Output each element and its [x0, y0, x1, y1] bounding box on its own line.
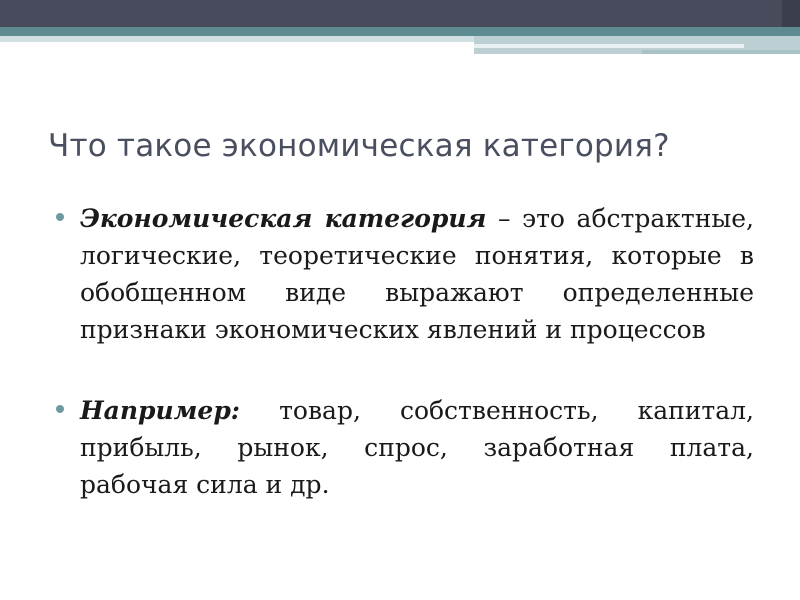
header-band-light-stripe — [474, 44, 744, 48]
bullet-text: – это абстрактные, логические, теоретические понятия, которые в обобщенном виде выражают определенные признаки экономических явлений и процессов — [80, 204, 754, 344]
slide-title: Что такое экономическая категория? — [48, 128, 670, 164]
round-bullet-icon — [56, 213, 64, 221]
round-bullet-icon — [56, 405, 64, 413]
slide-content — [56, 200, 754, 503]
bullet-item-examples — [56, 392, 754, 503]
header-band-teal — [0, 27, 800, 36]
header-band-dark — [0, 0, 800, 27]
bullet-term: Экономическая категория — [80, 204, 487, 233]
bullet-item-definition — [56, 200, 754, 348]
header-band-light-stripe-2 — [642, 50, 800, 54]
header-band-dark-accent — [782, 0, 800, 27]
bullet-term: Например: — [80, 396, 241, 425]
bullet-text: товар, собственность, капитал, прибыль, рынок, спрос, заработная плата, рабочая сила и др. — [80, 396, 754, 499]
